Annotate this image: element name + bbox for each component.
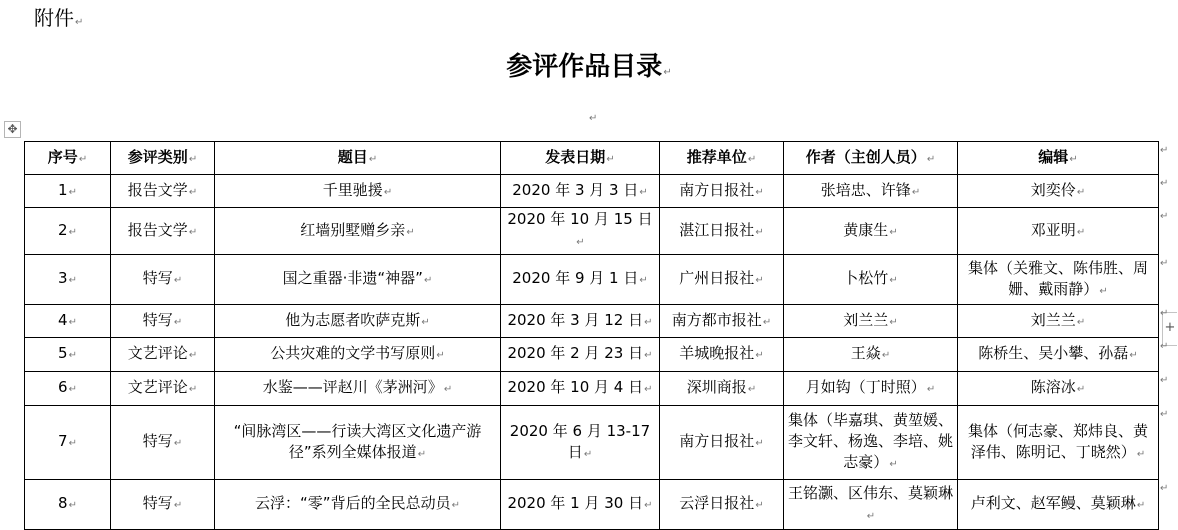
table-cell: 文艺评论↵ (111, 372, 215, 406)
table-cell: 陈桥生、吴小攀、孙磊↵ (958, 338, 1159, 372)
table-row (25, 255, 1159, 305)
table-cell: 报告文学↵ (111, 208, 215, 255)
column-header: 序号↵ (25, 142, 111, 175)
table-cell: 红墙别墅赠乡亲↵ (215, 208, 501, 255)
table-cell: 集体（关雅文、陈伟胜、周姗、戴雨静）↵ (958, 255, 1159, 305)
table-cell: 刘兰兰↵ (958, 305, 1159, 338)
column-header: 编辑↵ (958, 142, 1159, 175)
table-cell: 报告文学↵ (111, 175, 215, 208)
table-cell: 特写↵ (111, 255, 215, 305)
row-end-mark: ↵ (1160, 211, 1169, 222)
table-cell: 7↵ (25, 406, 111, 480)
table-cell: 5↵ (25, 338, 111, 372)
table-cell: 南方日报社↵ (660, 406, 784, 480)
row-end-mark: ↵ (1160, 145, 1169, 156)
paragraph-mark: ↵ (75, 17, 84, 28)
table-cell: 千里驰援↵ (215, 175, 501, 208)
table-row (25, 208, 1159, 255)
table-cell: 王焱↵ (784, 338, 958, 372)
paragraph-mark: ↵ (589, 113, 598, 124)
table-cell: 卢利文、赵军鳗、莫颖琳↵ (958, 480, 1159, 530)
table-row (25, 372, 1159, 406)
table-row (25, 338, 1159, 372)
table-row (25, 175, 1159, 208)
table-cell: 云浮日报社↵ (660, 480, 784, 530)
table-cell: 广州日报社↵ (660, 255, 784, 305)
row-end-mark: ↵ (1160, 341, 1169, 352)
table-cell: 陈溶冰↵ (958, 372, 1159, 406)
table-cell: 2020 年 1 月 30 日↵ (501, 480, 660, 530)
row-end-mark: ↵ (1160, 483, 1169, 494)
table-cell: 月如钩（丁时照）↵ (784, 372, 958, 406)
column-header: 题目↵ (215, 142, 501, 175)
table-cell: 集体（毕嘉琪、黄堃媛、李文轩、杨逸、李培、姚志豪）↵ (784, 406, 958, 480)
table-cell: 特写↵ (111, 406, 215, 480)
add-row-icon[interactable]: + (1162, 312, 1177, 346)
table-cell: 1↵ (25, 175, 111, 208)
row-end-mark: ↵ (1160, 258, 1169, 269)
table-cell: 卜松竹↵ (784, 255, 958, 305)
table-header-row (25, 142, 1159, 175)
table-cell: 张培忠、许锋↵ (784, 175, 958, 208)
table-cell: 国之重器·非遗“神器”↵ (215, 255, 501, 305)
table-cell: 6↵ (25, 372, 111, 406)
table-cell: 2↵ (25, 208, 111, 255)
table-cell: 2020 年 10 月 4 日↵ (501, 372, 660, 406)
table-cell: 3↵ (25, 255, 111, 305)
table-cell: 黄康生↵ (784, 208, 958, 255)
table-cell: 特写↵ (111, 480, 215, 530)
column-header: 参评类别↵ (111, 142, 215, 175)
table-cell: 2020 年 3 月 3 日↵ (501, 175, 660, 208)
table-cell: 2020 年 3 月 12 日↵ (501, 305, 660, 338)
table-cell: 文艺评论↵ (111, 338, 215, 372)
table-row (25, 480, 1159, 530)
table-cell: 王铭灏、区伟东、莫颖琳↵ (784, 480, 958, 530)
column-header: 作者（主创人员）↵ (784, 142, 958, 175)
table-cell: 刘奕伶↵ (958, 175, 1159, 208)
table-cell: 2020 年 9 月 1 日↵ (501, 255, 660, 305)
table-row (25, 305, 1159, 338)
table-cell: 2020 年 6 月 13-17 日↵ (501, 406, 660, 480)
table-cell: 特写↵ (111, 305, 215, 338)
annex-label: 附件↵ (34, 6, 84, 30)
table-cell: 他为志愿者吹萨克斯↵ (215, 305, 501, 338)
table-cell: 公共灾难的文学书写原则↵ (215, 338, 501, 372)
table-cell: 湛江日报社↵ (660, 208, 784, 255)
table-row (25, 406, 1159, 480)
table-cell: 羊城晚报社↵ (660, 338, 784, 372)
table-cell: 邓亚明↵ (958, 208, 1159, 255)
table-cell: 深圳商报↵ (660, 372, 784, 406)
row-end-mark: ↵ (1160, 308, 1169, 319)
table-cell: 集体（何志豪、郑炜良、黄泽伟、陈明记、丁晓然）↵ (958, 406, 1159, 480)
paragraph-mark: ↵ (663, 67, 672, 78)
table-cell: 4↵ (25, 305, 111, 338)
table-cell: 8↵ (25, 480, 111, 530)
table-cell: 南方日报社↵ (660, 175, 784, 208)
column-header: 发表日期↵ (501, 142, 660, 175)
table-cell: 南方都市报社↵ (660, 305, 784, 338)
table-cell: 刘兰兰↵ (784, 305, 958, 338)
row-end-mark: ↵ (1160, 375, 1169, 386)
document-title: 参评作品目录↵ (506, 52, 672, 82)
catalog-table (24, 141, 1159, 530)
row-end-mark: ↵ (1160, 409, 1169, 420)
move-handle-icon[interactable]: ✥ (4, 121, 21, 138)
table-cell: 2020 年 10 月 15 日↵ (501, 208, 660, 255)
table-cell: 水鉴——评赵川《茅洲河》↵ (215, 372, 501, 406)
table-cell: “间脉湾区——行读大湾区文化遗产游径”系列全媒体报道↵ (215, 406, 501, 480)
column-header: 推荐单位↵ (660, 142, 784, 175)
table-cell: 2020 年 2 月 23 日↵ (501, 338, 660, 372)
row-end-mark: ↵ (1160, 178, 1169, 189)
table-cell: 云浮：“零”背后的全民总动员↵ (215, 480, 501, 530)
